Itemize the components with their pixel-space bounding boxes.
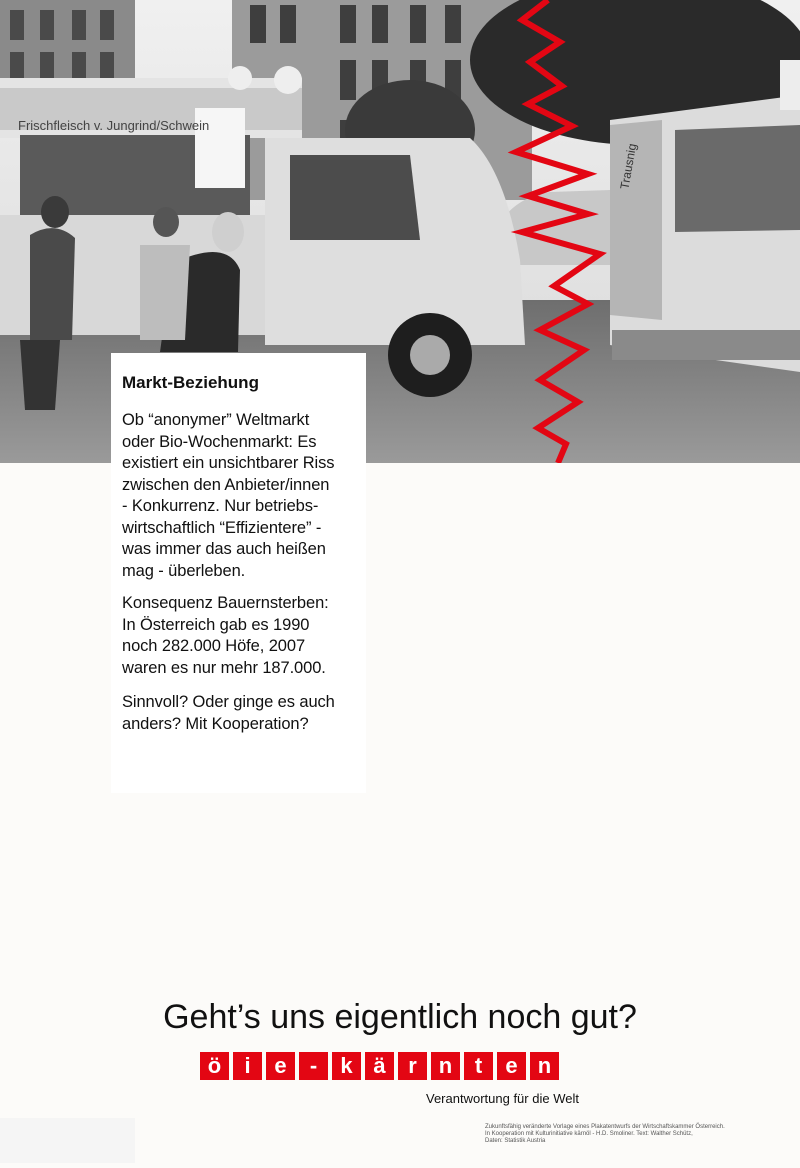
card-paragraph-question: Sinnvoll? Oder ginge es auch anders? Mit Kooperation? [122, 693, 335, 733]
logo-letter: - [299, 1052, 328, 1080]
logo-letter: t [464, 1052, 493, 1080]
logo-letter: e [497, 1052, 526, 1080]
credits-text: Zukunftsfähig veränderte Vorlage eines Plakatentwurfs der Wirtschaftskammer Österreich. In Kooperation mit Kulturinitiative kärnöl - H.D. Smoliner. Text: Walther Schütz, Daten: Statistik Austria [485, 1124, 725, 1144]
logo-letter: k [332, 1052, 361, 1080]
logo-letter: n [530, 1052, 559, 1080]
info-card [111, 353, 366, 793]
poster-headline: Geht’s uns eigentlich noch gut? [163, 998, 637, 1036]
logo-letter: e [266, 1052, 295, 1080]
card-paragraph-farms: Konsequenz Bauernsterben: In Österreich gab es 1990 noch 282.000 Höfe, 2007 waren es nur mehr 187.000. [122, 594, 329, 677]
faint-corner-panel [0, 1118, 135, 1163]
logo-letter: n [431, 1052, 460, 1080]
card-title: Markt-Beziehung [122, 373, 259, 392]
elderly-man-head [212, 212, 244, 252]
card-paragraph-market: Ob “anonymer” Weltmarkt oder Bio-Wochenmarkt: Es existiert ein unsichtbarer Riss zwischen den Anbieter/innen - Konkurrenz. Nur betriebs- wirtschaftlich “Effizientere” - was immer das auch heißen mag - überleben. [122, 411, 335, 580]
logo-letter: ö [200, 1052, 229, 1080]
logo-letter: i [233, 1052, 262, 1080]
logo-tagline: Verantwortung für die Welt [426, 1091, 579, 1106]
oie-kaernten-logo [200, 1052, 559, 1080]
truck-left-sign: Frischfleisch v. Jungrind/Schwein [18, 118, 210, 133]
truck-right-brand: Trausnig [617, 142, 640, 191]
logo-letter: r [398, 1052, 427, 1080]
logo-letter: ä [365, 1052, 394, 1080]
